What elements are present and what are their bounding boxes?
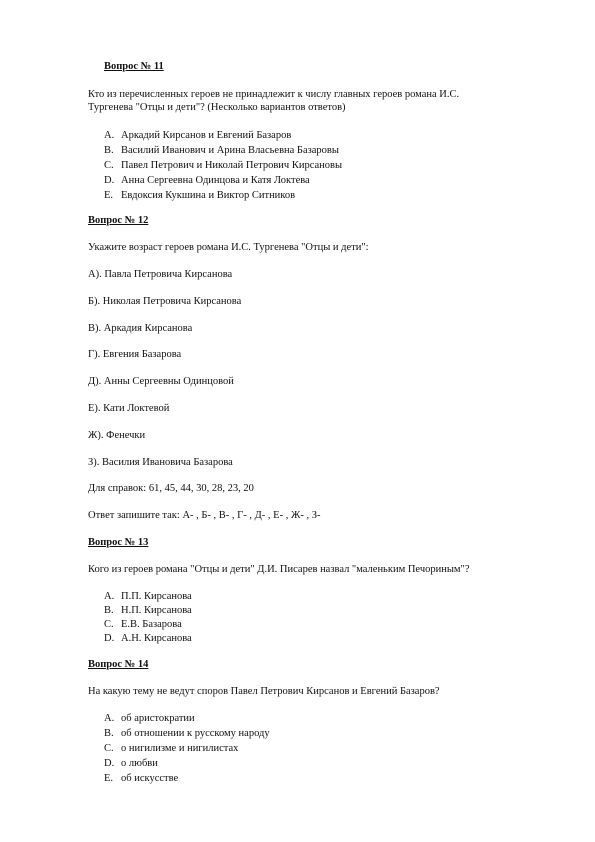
q11-option-b: B. Василий Иванович и Арина Власьевна Базаровы xyxy=(104,145,339,156)
q13-option-c: C. Е.В. Базарова xyxy=(104,619,182,630)
question-13-heading: Вопрос № 13 xyxy=(88,537,149,548)
q14-option-b: B. об отношении к русскому народу xyxy=(104,728,270,739)
q13-option-a: A. П.П. Кирсанова xyxy=(104,591,192,602)
q12-item-v: В). Аркадия Кирсанова xyxy=(88,323,193,334)
q12-item-a: А). Павла Петровича Кирсанова xyxy=(88,269,233,280)
q11-option-e: E. Евдоксия Кукшина и Виктор Ситников xyxy=(104,190,296,201)
q14-option-d: D. о любви xyxy=(104,758,158,769)
question-11-heading: Вопрос № 11 xyxy=(104,61,164,72)
q12-reference: Для справок: 61, 45, 44, 30, 28, 23, 20 xyxy=(88,483,254,494)
question-12-text: Укажите возраст героев романа И.С. Тургенева "Отцы и дети": xyxy=(88,242,369,253)
q11-option-d: D. Анна Сергеевна Одинцова и Катя Локтева xyxy=(104,175,310,186)
question-14-text: На какую тему не ведут споров Павел Петрович Кирсанов и Евгений Базаров? xyxy=(88,686,440,697)
q13-option-b: B. Н.П. Кирсанова xyxy=(104,605,192,616)
question-12-heading: Вопрос № 12 xyxy=(88,215,149,226)
q14-option-e: E. об искусстве xyxy=(104,773,179,784)
q14-option-a: A. об аристократии xyxy=(104,713,195,724)
q12-item-z: З). Василия Ивановича Базарова xyxy=(88,457,233,468)
q12-item-g: Г). Евгения Базарова xyxy=(88,349,182,360)
q14-option-c: C. о нигилизме и нигилистах xyxy=(104,743,239,754)
question-11-text-line1: Кто из перечисленных героев не принадлежит к числу главных героев романа И.С. xyxy=(88,89,460,100)
q12-item-d: Д). Анны Сергеевны Одинцовой xyxy=(88,376,234,387)
q12-item-e: Е). Кати Локтевой xyxy=(88,403,170,414)
q11-option-a: A. Аркадий Кирсанов и Евгений Базаров xyxy=(104,130,292,141)
question-13-text: Кого из героев романа "Отцы и дети" Д.И. Писарев назвал "маленьким Печориным"? xyxy=(88,564,470,575)
question-11-text-line2: Тургенева "Отцы и дети"? (Несколько вариантов ответов) xyxy=(88,102,346,113)
q12-item-zh: Ж). Фенечки xyxy=(88,430,146,441)
q13-option-d: D. А.Н. Кирсанова xyxy=(104,633,192,644)
question-14-heading: Вопрос № 14 xyxy=(88,659,149,670)
q11-option-c: C. Павел Петрович и Николай Петрович Кирсановы xyxy=(104,160,343,171)
q12-item-b: Б). Николая Петровича Кирсанова xyxy=(88,296,242,307)
q12-answer-format: Ответ запишите так: А- , Б- , В- , Г- , Д- , Е- , Ж- , З- xyxy=(88,510,321,521)
